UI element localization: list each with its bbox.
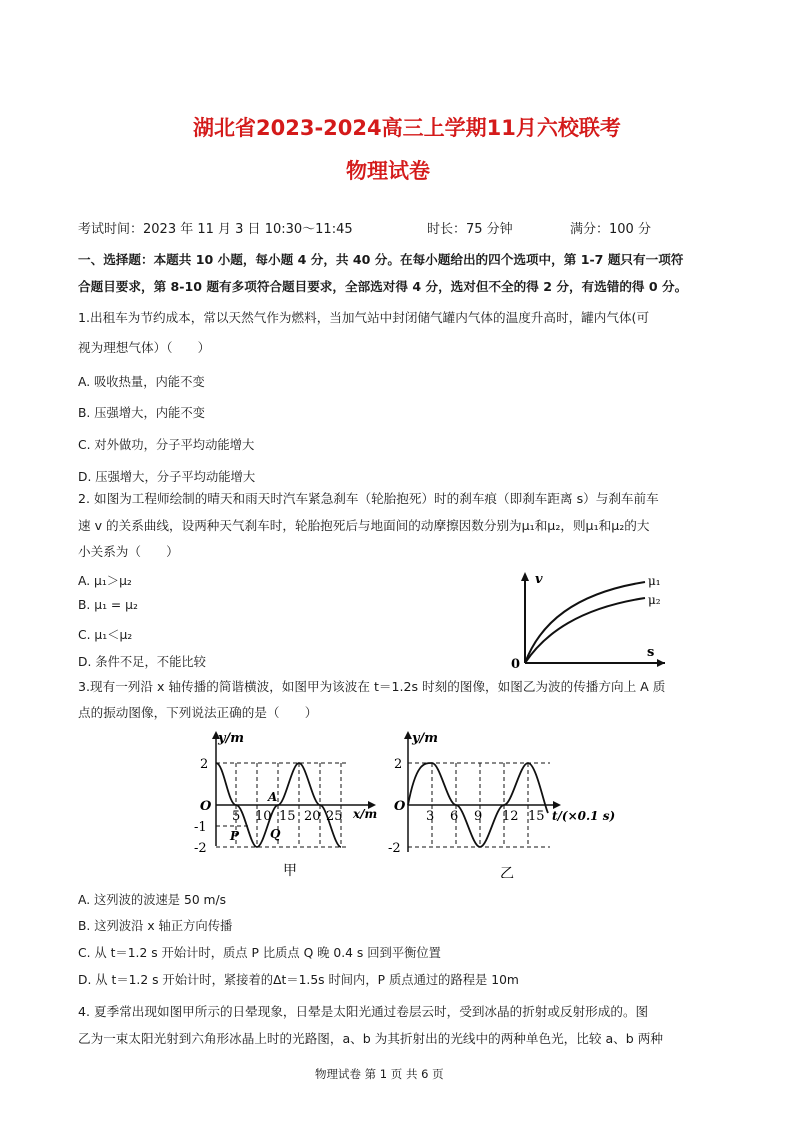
q3-jia-origin: O	[200, 799, 212, 814]
q1-option-c: C. 对外做功，分子平均动能增大	[78, 438, 255, 452]
q1-option-d: D. 压强增大，分子平均动能增大	[78, 470, 256, 484]
exam-time: 考试时间：2023 年 11 月 3 日 10:30～11:45	[78, 222, 353, 237]
q2-option-c: C. μ₁＜μ₂	[78, 628, 133, 642]
q3-yi-xtick: 9	[474, 809, 483, 824]
q2-stem-line2: 速 v 的关系曲线，设两种天气刹车时，轮胎抱死后与地面间的动摩擦因数分别为μ₁和μ₂，则μ₁和μ₂的大	[78, 518, 650, 533]
q2-v-s-graph	[505, 568, 675, 673]
q3-yi-xtick: 3	[426, 809, 435, 824]
q3-jia-point-q: Q	[270, 827, 281, 841]
q3-stem-line1: 3.现有一列沿 x 轴传播的简谐横波，如图甲为该波在 t＝1.2s 时刻的图像，如图乙为波的传播方向上 A 质	[78, 679, 666, 694]
page-footer: 物理试卷 第 1 页 共 6 页	[315, 1067, 444, 1081]
q3-jia-x-label: x/m	[353, 807, 378, 821]
q3-wave-graph-jia	[188, 728, 388, 878]
q3-option-d: D. 从 t＝1.2 s 开始计时，紧接着的Δt＝1.5s 时间内，P 质点通过的路程是 10m	[78, 973, 519, 987]
q1-option-b: B. 压强增大，内能不变	[78, 406, 205, 420]
q1-option-a: A. 吸收热量，内能不变	[78, 375, 205, 389]
q3-option-b: B. 这列波沿 x 轴正方向传播	[78, 919, 233, 933]
q2-option-a: A. μ₁＞μ₂	[78, 574, 132, 588]
q2-stem-line1: 2. 如图为工程师绘制的晴天和雨天时汽车紧急刹车（轮胎抱死）时的刹车痕（即刹车距离 s）与刹车前车	[78, 491, 659, 506]
q3-yi-xtick: 6	[450, 809, 459, 824]
page-subtitle: 物理试卷	[346, 159, 430, 183]
q3-stem-line2: 点的振动图像，下列说法正确的是（ ）	[78, 705, 318, 720]
q3-jia-point-a: A	[268, 790, 278, 804]
exam-score: 满分：100 分	[570, 222, 651, 237]
q3-yi-ytick: 2	[394, 757, 403, 772]
q3-option-c: C. 从 t＝1.2 s 开始计时，质点 P 比质点 Q 晚 0.4 s 回到平衡位置	[78, 946, 441, 960]
q3-yi-caption: 乙	[500, 866, 514, 878]
q2-graph-x-label: s	[647, 645, 655, 660]
q3-yi-x-label: t/(×0.1 s)	[552, 809, 616, 823]
q2-graph-curve2-label: μ₂	[648, 593, 661, 607]
q3-yi-origin: O	[394, 799, 406, 814]
q2-graph-curve1-label: μ₁	[648, 574, 661, 588]
q3-jia-caption: 甲	[283, 863, 297, 878]
q2-stem-line3: 小关系为（ ）	[78, 544, 179, 559]
q2-graph-origin: 0	[511, 657, 521, 672]
q3-jia-xtick: 15	[279, 809, 296, 824]
section-instructions-line1: 一、选择题：本题共 10 小题，每小题 4 分，共 40 分。在每小题给出的四个选项中，第 1-7 题只有一项符	[78, 252, 684, 267]
q3-yi-xtick: 15	[528, 809, 545, 824]
q3-jia-point-p: P	[230, 829, 240, 843]
q3-jia-xtick: 10	[255, 809, 272, 824]
q3-jia-ytick: 2	[200, 757, 209, 772]
q3-vibration-graph-yi	[380, 728, 620, 878]
q3-jia-xtick: 25	[326, 809, 343, 824]
q3-option-a: A. 这列波的波速是 50 m/s	[78, 893, 227, 907]
q2-option-d: D. 条件不足，不能比较	[78, 655, 206, 669]
q3-yi-ytick: -2	[388, 841, 401, 856]
q3-jia-y-label: y/m	[218, 731, 245, 746]
q3-jia-ytick: -2	[194, 841, 207, 856]
exam-duration: 时长：75 分钟	[427, 222, 513, 237]
q3-jia-ytick: -1	[194, 820, 207, 835]
q4-stem-line1: 4. 夏季常出现如图甲所示的日晕现象，日晕是太阳光通过卷层云时，受到冰晶的折射或反射形成的。图	[78, 1004, 649, 1019]
q2-option-b: B. μ₁ = μ₂	[78, 598, 138, 612]
q4-stem-line2: 乙为一束太阳光射到六角形冰晶上时的光路图，a、b 为其折射出的光线中的两种单色光，比较 a、b 两种	[78, 1031, 663, 1046]
q3-jia-xtick: 5	[232, 809, 241, 824]
page-title: 湖北省2023-2024高三上学期11月六校联考	[193, 116, 621, 140]
q1-stem-line1: 1.出租车为节约成本，常以天然气作为燃料，当加气站中封闭储气罐内气体的温度升高时，罐内气体(可	[78, 310, 650, 325]
q3-jia-xtick: 20	[304, 809, 321, 824]
q2-graph-y-label: v	[535, 572, 543, 587]
q3-yi-xtick: 12	[502, 809, 519, 824]
q1-stem-line2: 视为理想气体）（ ）	[78, 340, 211, 355]
section-instructions-line2: 合题目要求，第 8-10 题有多项符合题目要求，全部选对得 4 分，选对但不全的得 2 分，有选错的得 0 分。	[78, 279, 688, 294]
q3-yi-y-label: y/m	[412, 731, 439, 746]
